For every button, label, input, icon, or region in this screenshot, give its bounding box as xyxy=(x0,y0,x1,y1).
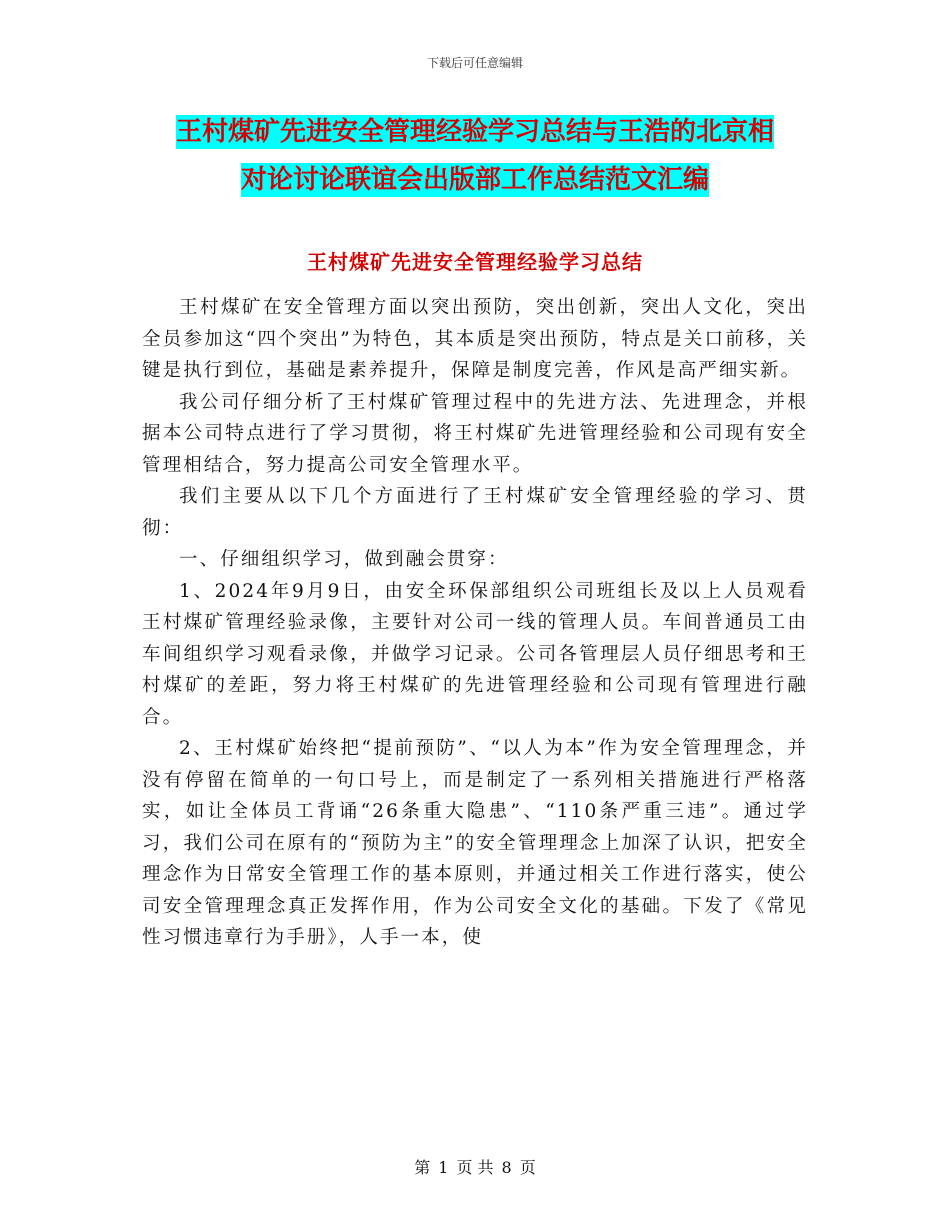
page-mid: 页 共 xyxy=(456,1158,494,1177)
page-number: 1 xyxy=(438,1158,449,1177)
paragraph: 我们主要从以下几个方面进行了王村煤矿安全管理经验的学习、贯彻： xyxy=(142,486,808,539)
document-body xyxy=(142,292,808,954)
page-suffix: 页 xyxy=(519,1158,536,1177)
paragraph: 1、2024年9月9日，由安全环保部组织公司班组长及以上人员观看王村煤矿管理经验录像，主要针对公司一线的管理人员。车间普通员工由车间组织学习观看录像，并做学习记录。公司各管理层人员仔细思考和王村煤矿的差距，努力将王村煤矿的先进管理经验和公司现有管理进行融合。 xyxy=(142,580,808,728)
document-title xyxy=(130,108,820,204)
page-total: 8 xyxy=(501,1158,512,1177)
document-title-line-2: 对论讨论联谊会出版部工作总结范文汇编 xyxy=(240,165,709,195)
page-footer xyxy=(0,1155,950,1178)
paragraph: 2、王村煤矿始终把“提前预防”、“以人为本”作为安全管理理念，并没有停留在简单的一句口号上，而是制定了一系列相关措施进行严格落实，如让全体员工背诵“26条重大隐患”、“110条严重三违”。通过学习，我们公司在原有的“预防为主”的安全管理理念上加深了认识，把安全理念作为日常安全管理工作的基本原则，并通过相关工作进行落实，使公司安全管理理念真正发挥作用，作为公司安全文化的基础。下发了《常见性习惯违章行为手册》，人手一本，使 xyxy=(142,738,808,948)
paragraph: 我公司仔细分析了王村煤矿管理过程中的先进方法、先进理念，并根据本公司特点进行了学习贯彻，将王村煤矿先进管理经验和公司现有安全管理相结合，努力提高公司安全管理水平。 xyxy=(142,391,808,476)
document-title-line-1: 王村煤矿先进安全管理经验学习总结与王浩的北京相 xyxy=(175,117,774,147)
paragraph: 王村煤矿在安全管理方面以突出预防，突出创新，突出人文化，突出全员参加这“四个突出”为特色，其本质是突出预防，特点是关口前移，关键是执行到位，基础是素养提升，保障是制度完善，作风是高严细实新。 xyxy=(142,297,808,381)
page-prefix: 第 xyxy=(414,1158,431,1177)
section-title: 王村煤矿先进安全管理经验学习总结 xyxy=(307,250,643,274)
paragraph: 一、仔细组织学习，做到融会贯穿： xyxy=(179,549,509,570)
header-note: 下载后可任意编辑 xyxy=(426,56,523,70)
